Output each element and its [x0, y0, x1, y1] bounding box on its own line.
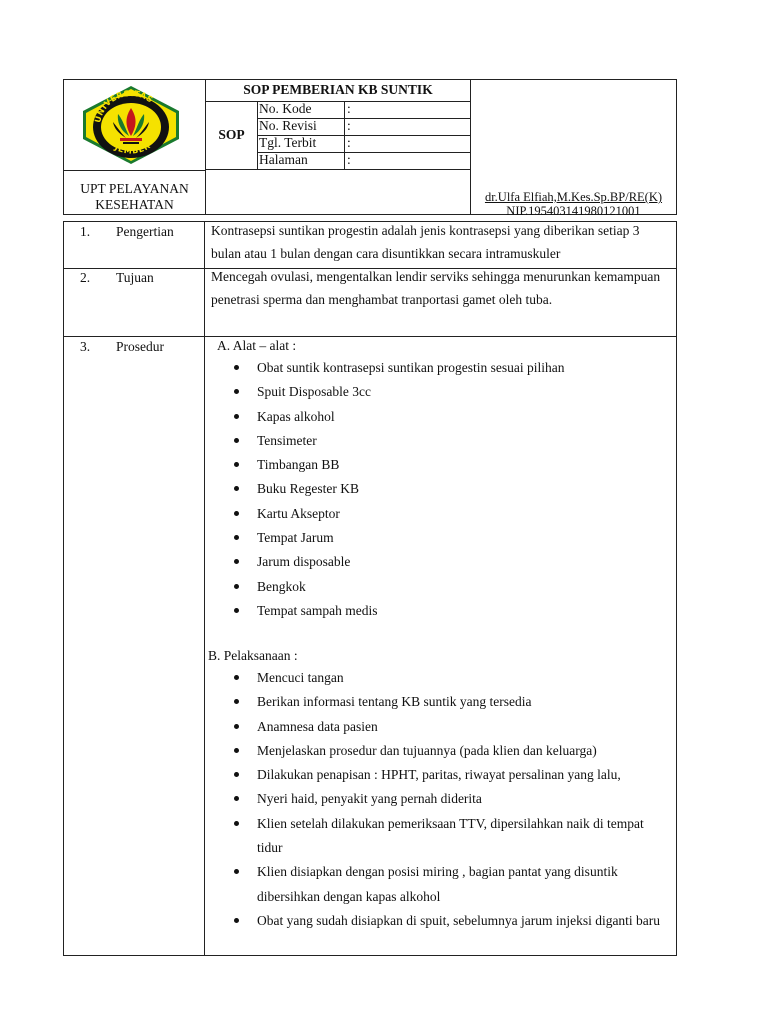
list-item: Klien setelah dilakukan pemeriksaan TTV, dipersilahkan naik di tempat tidur — [212, 812, 667, 861]
unit-name-line2: KESEHATAN — [95, 197, 174, 212]
list-item: Tensimeter — [212, 429, 667, 453]
field-value-kode: : — [347, 101, 351, 116]
logo-text-bottom: JEMBER — [113, 140, 153, 156]
pengertian-text: Kontrasepsi suntikan progestin adalah jenis kontrasepsi yang diberikan setiap 3 bulan atau 1 bulan dengan cara disuntikkan secara intramuskuler — [211, 223, 640, 261]
list-item: Klien disiapkan dengan posisi miring , bagian pantat yang disuntik dibersihkan dengan kapas alkohol — [212, 860, 667, 909]
list-item: Obat yang sudah disiapkan di spuit, sebelumnya jarum injeksi diganti baru — [212, 909, 667, 933]
sop-label: SOP — [218, 127, 245, 142]
field-value-revisi: : — [347, 118, 351, 133]
list-item: Kartu Akseptor — [212, 502, 667, 526]
signer-name: dr.Ulfa Elfiah,M.Kes.Sp.BP/RE(K) — [484, 190, 663, 204]
field-label-terbit: Tgl. Terbit — [259, 135, 317, 150]
field-value-halaman: : — [347, 152, 351, 167]
list-item: Tempat sampah medis — [212, 599, 667, 623]
field-label-halaman: Halaman — [259, 152, 308, 167]
list-item: Berikan informasi tentang KB suntik yang tersedia — [212, 690, 667, 714]
field-label-revisi: No. Revisi — [259, 118, 317, 133]
list-item: Nyeri haid, penyakit yang pernah diderita — [212, 787, 667, 811]
alat-heading: A. Alat – alat : — [217, 338, 297, 353]
list-item: Tempat Jarum — [212, 526, 667, 550]
row-label-tujuan: Tujuan — [116, 270, 154, 285]
page-title: SOP PEMBERIAN KB SUNTIK — [243, 82, 433, 97]
alat-list — [212, 356, 667, 623]
logo-text-top: UNIVERSITAS — [93, 88, 155, 124]
pelaksanaan-heading: B. Pelaksanaan : — [208, 648, 298, 663]
unit-name-line1: UPT PELAYANAN — [80, 181, 189, 196]
field-label-kode: No. Kode — [259, 101, 312, 116]
field-value-terbit: : — [347, 135, 351, 150]
tujuan-text: Mencegah ovulasi, mengentalkan lendir serviks sehingga menurunkan kemampuan penetrasi sperma dan menghambat tranportasi gamet oleh tuba. — [211, 269, 661, 307]
row-label-pengertian: Pengertian — [116, 224, 174, 239]
list-item: Kapas alkohol — [212, 405, 667, 429]
list-item: Obat suntik kontrasepsi suntikan progestin sesuai pilihan — [212, 356, 667, 380]
list-item: Timbangan BB — [212, 453, 667, 477]
signer-nip: NIP.195403141980121001 — [506, 204, 641, 218]
list-item: Spuit Disposable 3cc — [212, 380, 667, 404]
list-item: Anamnesa data pasien — [212, 715, 667, 739]
row-number-3: 3. — [80, 339, 91, 354]
list-item: Bengkok — [212, 575, 667, 599]
pelaksanaan-list — [212, 666, 667, 933]
list-item: Jarum disposable — [212, 550, 667, 574]
list-item: Mencuci tangan — [212, 666, 667, 690]
row-number-2: 2. — [80, 270, 91, 285]
row-label-prosedur: Prosedur — [116, 339, 164, 354]
university-logo — [80, 84, 182, 166]
list-item: Dilakukan penapisan : HPHT, paritas, riwayat persalinan yang lalu, — [212, 763, 667, 787]
row-number-1: 1. — [80, 224, 91, 239]
list-item: Menjelaskan prosedur dan tujuannya (pada klien dan keluarga) — [212, 739, 667, 763]
list-item: Buku Regester KB — [212, 477, 667, 501]
